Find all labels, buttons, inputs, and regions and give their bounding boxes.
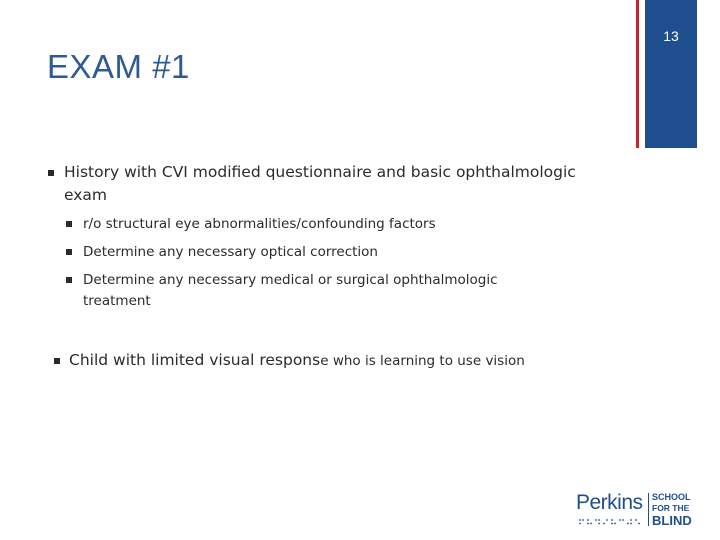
sub-bullet-1: r/o structural eye abnormalities/confounding factors [83, 216, 436, 232]
logo-divider [648, 493, 649, 526]
logo-school-line-2: FOR THE [652, 503, 690, 513]
sub-bullet-2: Determine any necessary optical correction [83, 244, 378, 260]
logo-school-line-1: SCHOOL [652, 492, 691, 502]
slide-number: 13 [663, 28, 679, 44]
sub-bullet-square-icon [66, 249, 72, 255]
logo-school-line-3: BLIND [652, 513, 692, 528]
bullet-square-icon [48, 170, 54, 176]
logo-school-text [652, 492, 712, 528]
bullet-2-main: Child with limited visual respons [69, 351, 321, 369]
perkins-logo [576, 491, 706, 531]
bullet-1-line-1: History with CVI modified questionnaire and basic ophthalmologic [64, 163, 576, 181]
bullet-2-e: e [320, 353, 329, 369]
sub-bullet-3-line-1: Determine any necessary medical or surgical ophthalmologic [83, 272, 498, 288]
sub-bullet-square-icon [66, 277, 72, 283]
bullet-2 [69, 350, 525, 372]
bullet-square-icon [54, 358, 60, 364]
braille-dots-icon [578, 518, 644, 526]
sub-bullet-3-line-2: treatment [83, 293, 151, 309]
bullet-2-rest: who is learning to use vision [328, 353, 525, 369]
sub-bullet-square-icon [66, 221, 72, 227]
slide-title: EXAM #1 [47, 48, 190, 85]
accent-bar-blue [645, 0, 697, 148]
accent-line-red [636, 0, 639, 148]
bullet-1-line-2: exam [64, 186, 108, 204]
logo-wordmark: Perkins [576, 491, 643, 514]
